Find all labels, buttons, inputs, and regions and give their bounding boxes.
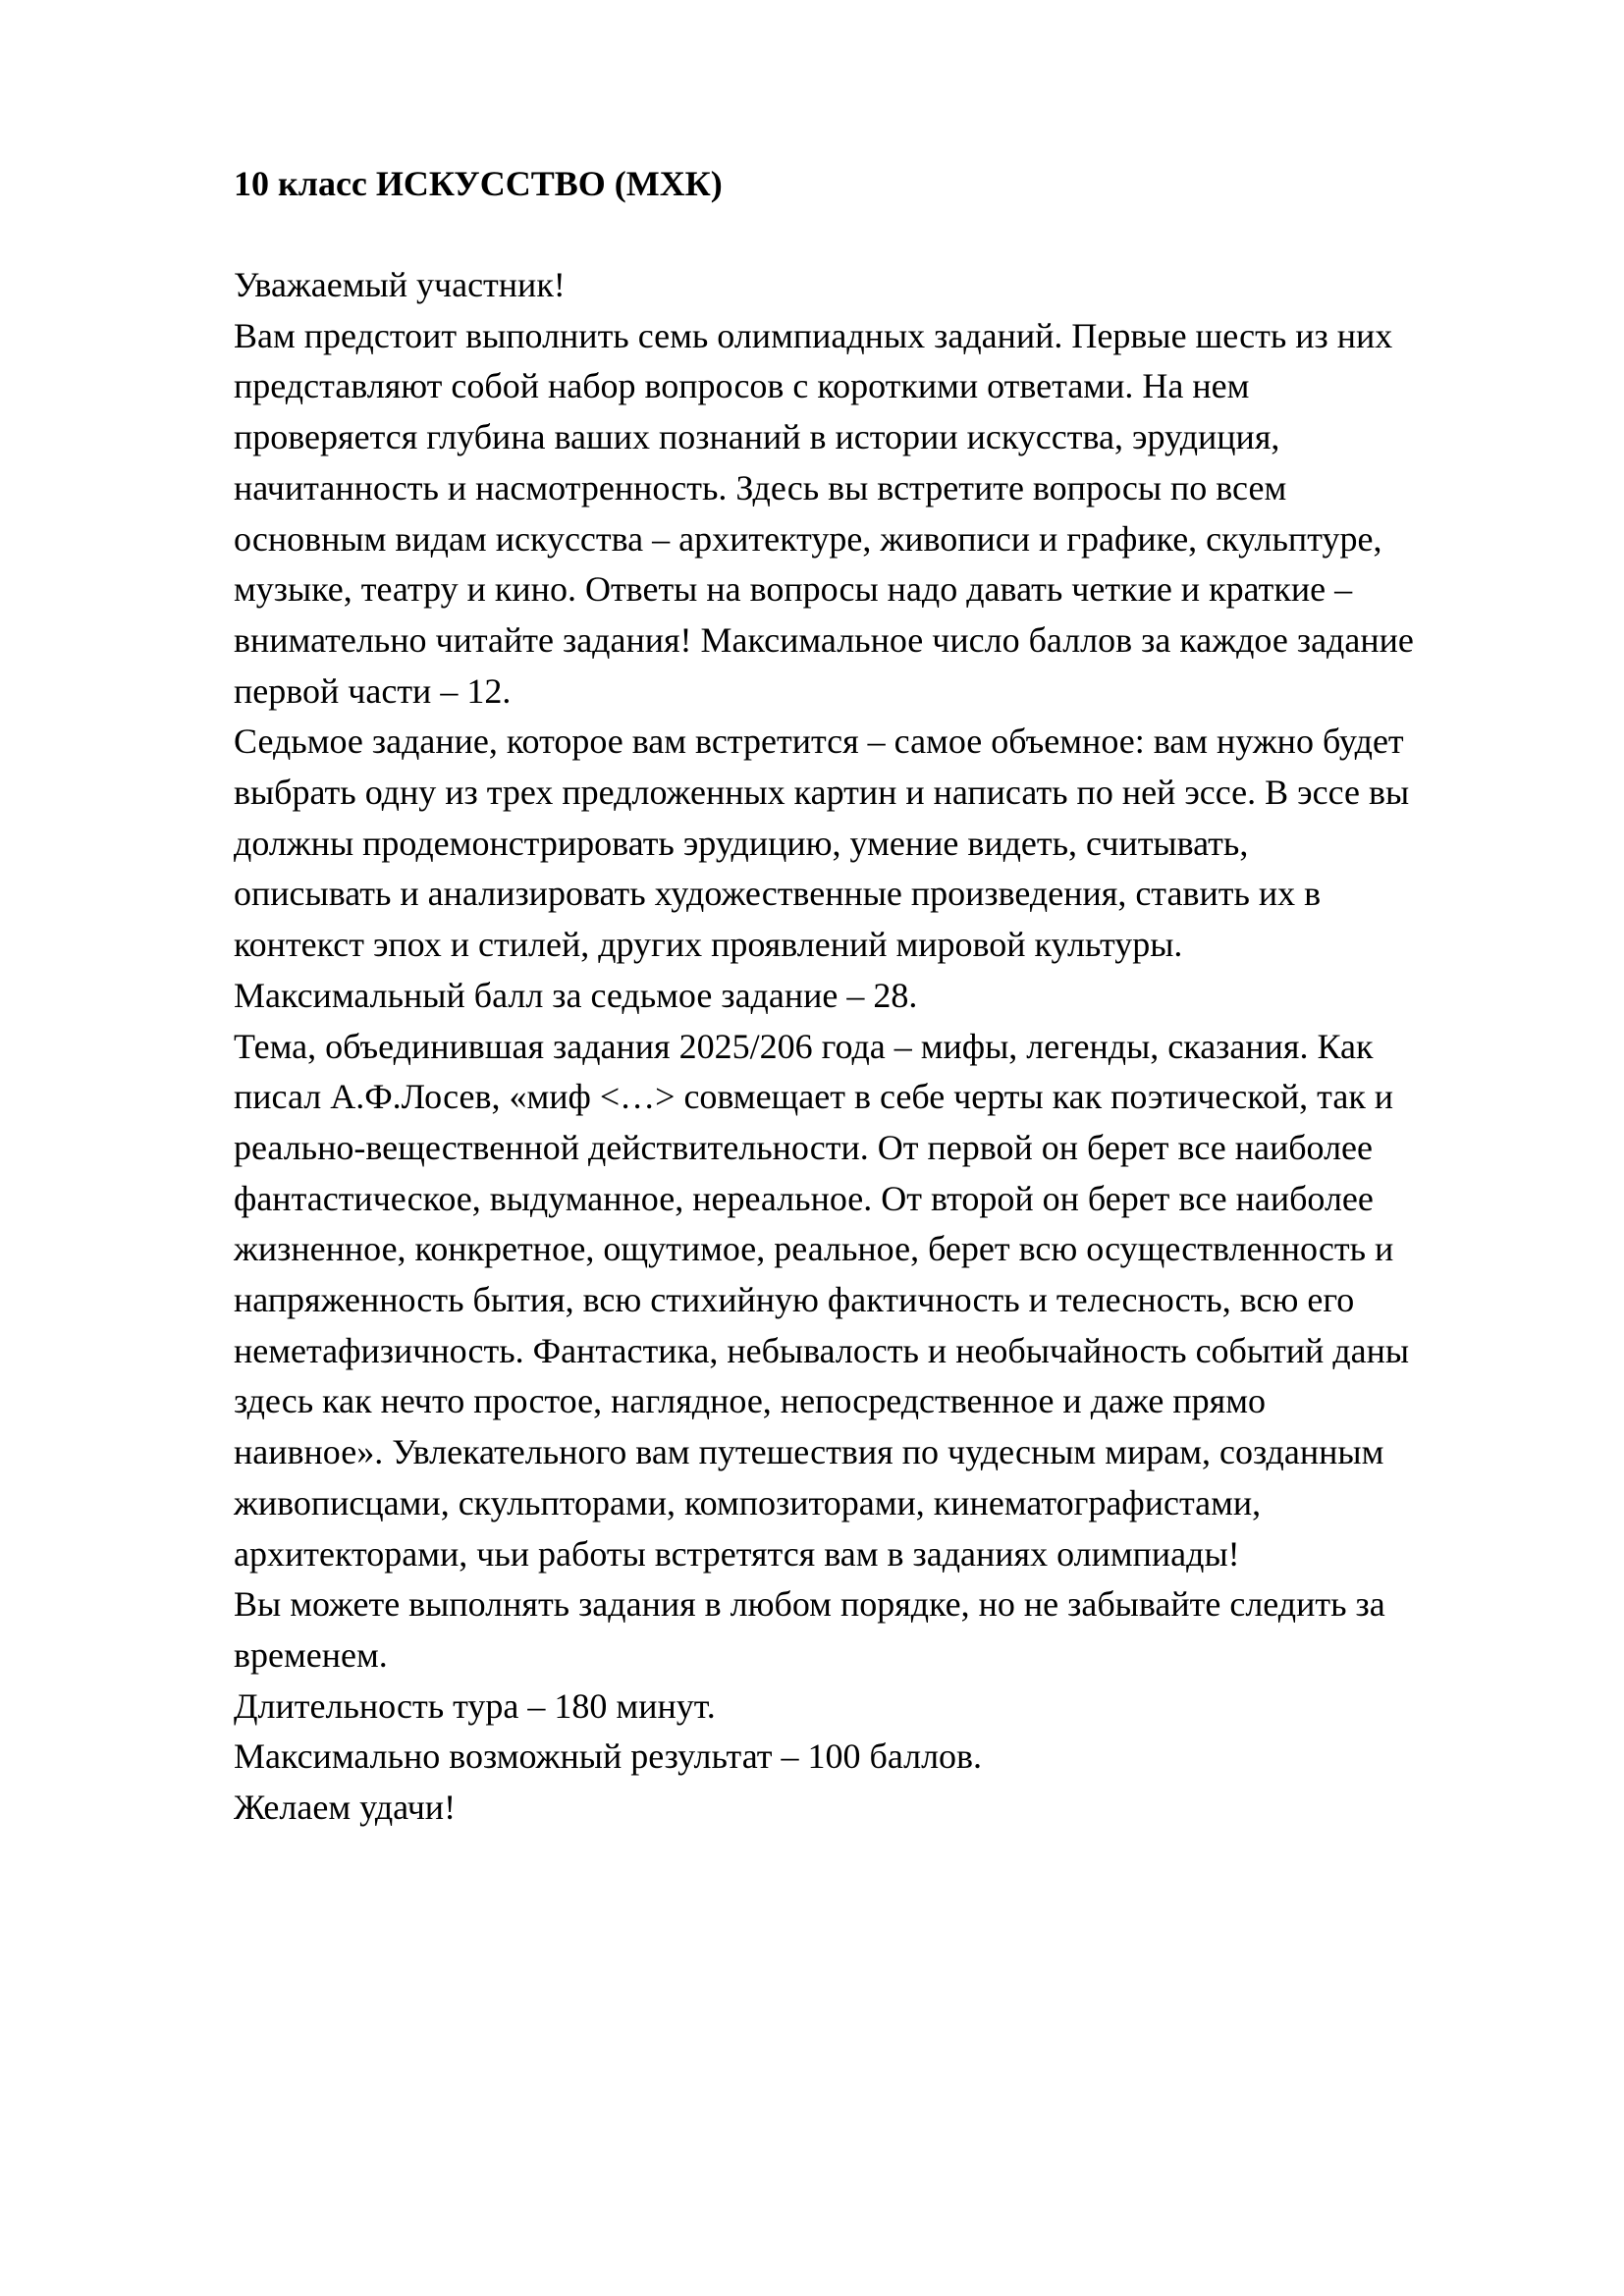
- document-body: [234, 260, 1530, 1834]
- text-line: основным видам искусства – архитектуре, живописи и графике, скульптуре,: [234, 518, 1382, 559]
- text-line: Максимальный балл за седьмое задание – 28.: [234, 975, 918, 1015]
- text-line: временем.: [234, 1634, 388, 1675]
- document-content: [234, 158, 1530, 1834]
- text-line: писал А.Ф.Лосев, «миф <…> совмещает в себе черты как поэтической, так и: [234, 1077, 1394, 1117]
- document-title: 10 класс ИСКУССТВО (МХК): [234, 164, 723, 203]
- text-line: Вы можете выполнять задания в любом порядке, но не забывайте следить за: [234, 1584, 1385, 1625]
- text-line: Седьмое задание, которое вам встретится – самое объемное: вам нужно будет: [234, 721, 1404, 762]
- text-line: наивное». Увлекательного вам путешествия по чудесным мирам, созданным: [234, 1432, 1384, 1472]
- text-line: музыке, театру и кино. Ответы на вопросы надо давать четкие и краткие –: [234, 569, 1353, 610]
- text-line: фантастическое, выдуманное, нереальное. От второй он берет все наиболее: [234, 1178, 1374, 1218]
- text-line: жизненное, конкретное, ощутимое, реальное, берет всю осуществленность и: [234, 1229, 1394, 1269]
- text-line: Максимально возможный результат – 100 баллов.: [234, 1736, 983, 1777]
- text-line: начитанность и насмотренность. Здесь вы встретите вопросы по всем: [234, 467, 1287, 507]
- text-line: неметафизичность. Фантастика, небывалость и необычайность событий даны: [234, 1330, 1410, 1370]
- text-line: проверяется глубина ваших познаний в истории искусства, эрудиция,: [234, 417, 1280, 457]
- text-line: первой части – 12.: [234, 670, 512, 711]
- text-line: представляют собой набор вопросов с короткими ответами. На нем: [234, 366, 1250, 406]
- text-line: должны продемонстрировать эрудицию, умение видеть, считывать,: [234, 823, 1249, 863]
- text-line: внимательно читайте задания! Максимальное число баллов за каждое задание: [234, 619, 1414, 660]
- text-line: контекст эпох и стилей, других проявлений мировой культуры.: [234, 925, 1183, 965]
- text-line: архитекторами, чьи работы встретятся вам в заданиях олимпиады!: [234, 1533, 1240, 1574]
- text-line: описывать и анализировать художественные произведения, ставить их в: [234, 874, 1322, 914]
- text-line: живописцами, скульпторами, композиторами, кинематографистами,: [234, 1482, 1262, 1522]
- text-line: здесь как нечто простое, наглядное, непосредственное и даже прямо: [234, 1381, 1266, 1421]
- text-line: Длительность тура – 180 минут.: [234, 1685, 716, 1726]
- text-line: Тема, объединившая задания 2025/206 года – мифы, легенды, сказания. Как: [234, 1026, 1374, 1066]
- text-line: напряженность бытия, всю стихийную фактичность и телесность, всю его: [234, 1280, 1355, 1320]
- text-line: выбрать одну из трех предложенных картин и написать по ней эссе. В эссе вы: [234, 773, 1410, 813]
- text-line: Желаем удачи!: [234, 1788, 457, 1828]
- text-line: Уважаемый участник!: [234, 265, 566, 304]
- text-line: реально-вещественной действительности. От первой он берет все наиболее: [234, 1127, 1373, 1167]
- text-line: Вам предстоит выполнить семь олимпиадных заданий. Первые шесть из них: [234, 315, 1393, 355]
